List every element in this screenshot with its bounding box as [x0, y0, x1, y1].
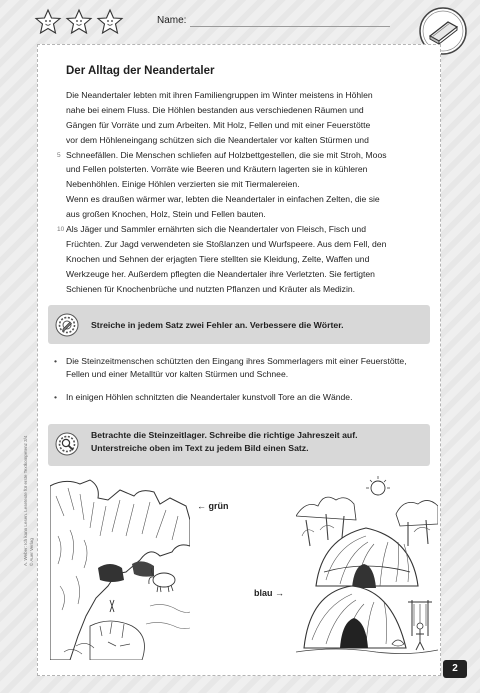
season-label-gruen: ← grün — [197, 501, 229, 511]
text-line: vor dem Höhleneingang schützen sich die Neandertaler vor kalten Stürmen und — [66, 134, 369, 145]
reading-text — [66, 88, 418, 296]
name-line[interactable] — [190, 26, 390, 27]
task-instruction — [91, 429, 358, 454]
text-line: und Fellen polsterten. Vorräte wie Beeren und Kräutern lagerten sie in kühleren — [66, 164, 368, 175]
tent-camp-illustration — [296, 476, 438, 658]
page-title: Der Alltag der Neandertaler — [66, 65, 215, 77]
task-instruction-line: Unterstreiche oben im Text zu jedem Bild einen Satz. — [91, 442, 309, 453]
text-line: Wenn es draußen wärmer war, lebten die Neandertaler in einfachen Zelten, die sie — [66, 194, 380, 205]
text-line: Die Neandertaler lebten mit ihren Familiengruppen im Winter meistens in Höhlen — [66, 90, 373, 100]
text-line: aus großen Knochen, Holz, Stein und Fellen bauten. — [66, 209, 266, 220]
season-label-blau: blau → — [254, 588, 285, 598]
publisher-credit — [23, 436, 35, 566]
credit-line: A. Weber: Ich kann Lesen. Lesetexte für erste Textkompetenz 3/4 — [23, 435, 28, 566]
star-icon — [98, 10, 122, 33]
magnifier-gear-icon — [54, 431, 80, 457]
task-box-seasons — [48, 424, 430, 466]
list-item: • Die Steinzeitmenschen schützten den Eingang ihres Sommerlagers mit einer Feuerstötte, Fellen und einer Metalltür vor kalten Stürmen und Schnee. — [57, 355, 417, 382]
task-instruction: Streiche in jedem Satz zwei Fehler an. Verbessere die Wörter. — [91, 320, 344, 330]
text-line: Nebenhöhlen. Einige Höhlen verzierten sie mit Tiermalereien. — [66, 179, 300, 190]
name-label: Name: — [157, 15, 187, 26]
text-line: Gängen für Vorräte und zum Arbeiten. Mit Holz, Fellen und mit einer Feuerstötte — [66, 119, 371, 130]
page-number: 2 — [443, 660, 467, 678]
star-icon — [36, 10, 60, 33]
rating-stars — [34, 8, 134, 36]
list-item: • In einigen Höhlen schnitzten die Neandertaler kunstvoll Tore an die Wände. — [57, 391, 417, 404]
text-line: Früchten. Zur Jagd verwendeten sie Stoßlanzen und Wurfspeere. Aus dem Fell, den — [66, 238, 387, 249]
credit-line: © Auer Verlag — [29, 538, 34, 566]
line-number-10: 10 — [57, 226, 65, 233]
text-line: Schienen für Knochenbrüche und nutzten Pflanzen und Kräuter als Medizin. — [66, 283, 356, 294]
text-line: Schneefällen. Die Menschen schliefen auf Holzbettgestellen, die sie mit Stroh, Moos — [66, 149, 387, 160]
text-line: nahe bei einem Fluss. Die Höhlen bestanden aus verschiedenen Räumen und — [66, 104, 364, 115]
task-box-correct-errors — [48, 305, 430, 344]
cave-camp-illustration — [50, 476, 190, 660]
text-line: Als Jäger und Sammler ernährten sich die Neandertaler von Fleisch, Fisch und — [66, 224, 366, 235]
line-number-5: 5 — [57, 152, 61, 159]
star-icon — [67, 10, 91, 33]
task-instruction-line: Betrachte die Steinzeitlager. Schreibe die richtige Jahreszeit auf. — [91, 430, 358, 440]
text-line: Knochen und Sehnen der erjagten Tiere stellten sie Kleidung, Zelte, Waffen und — [66, 253, 370, 264]
gear-pencil-icon — [54, 312, 80, 338]
text-line: Werkzeuge her. Außerdem pflegten die Neandertaler ihre Verletzten. Sie fertigten — [66, 268, 375, 279]
